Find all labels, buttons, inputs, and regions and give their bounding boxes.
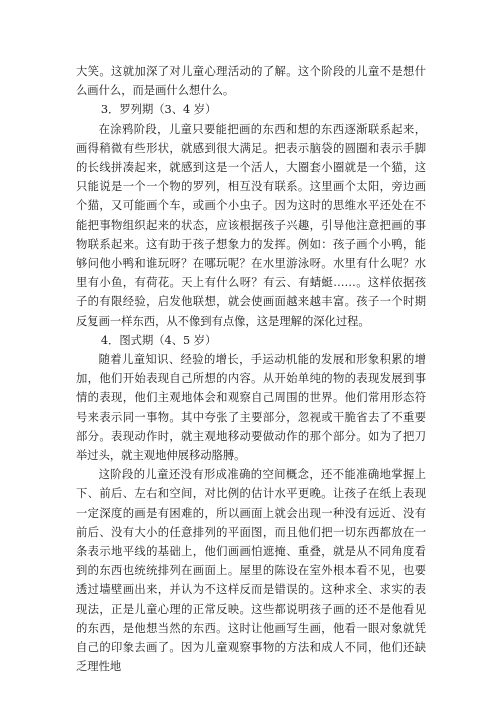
section-heading-listing-stage: 3．罗列期（3、4 岁）	[100, 103, 217, 117]
document-page	[76, 62, 426, 677]
section-heading-schema-stage: 4．图式期（4、5 岁）	[100, 333, 217, 347]
paragraph-schema-stage-1: 随着儿童知识、经验的增长，手运动机能的发展和形象积累的增加，他们开始表现自己所想的内容。从开始单纯的物的表现发展到事情的表现，他们主观地体会和观察自己周围的世界。他们常用形态符号来表示同一事物。其中夸张了主要部分，忽视或干脆省去了不重要部分。表现动作时，就主观地移动要做动作的那个部分。如为了把刀举过头，就主观地伸展移动胳膊。	[76, 353, 426, 463]
paragraph-schema-stage-2: 这阶段的儿童还没有形成准确的空间概念，还不能准确地掌握上下、前后、左右和空间，对比例的估计水平更晚。让孩子在纸上表现一定深度的画是有困难的，所以画面上就会出现一种没有远近、没有前后、没有大小的任意排列的平面图，而且他们把一切东西都放在一条表示地平线的基础上，他们画画怕遮掩、重叠，就是从不同角度看到的东西也统统排列在画面上。屋里的陈设在室外根本看不见，也要透过墙壁画出来，并认为不这样反而是错误的。这种求全、求实的表现法，正是儿童心理的正常反映。这些都说明孩子画的还不是他看见的东西，是他想当然的东西。这时让他画写生画，他看一眼对象就凭自己的印象去画了。因为儿童观察事物的方法和成人不同，他们还缺乏理性地	[76, 468, 426, 674]
paragraph-listing-stage: 在涂鸦阶段，儿童只要能把画的东西和想的东西逐渐联系起来，画得稍微有些形状，就感到很大满足。把表示脑袋的圆圈和表示手脚的长线拼凑起来，就感到这是一个活人，大圈套小圈就是一个猫，这只能说是一个一个物的罗列，相互没有联系。这里画个太阳，旁边画个猫，又可能画个车，或画个小虫子。因为这时的思维水平还处在不能把事物组织起来的状态，应该根据孩子兴趣，引导他注意把画的事物联系起来。这有助于孩子想象力的发挥。例如：孩子画个小鸭，能够问他小鸭和谁玩呀？在哪玩呢？在水里游泳呀。水里有什么呢？水里有小鱼，有荷花。天上有什么呀？有云、有蜻蜓……。这样依据孩子的有限经验，启发他联想，就会使画面越来越丰富。孩子一个时期反复画一样东西，从不像到有点像，这是理解的深化过程。	[76, 122, 426, 328]
paragraph-intro: 大笑。这就加深了对儿童心理活动的了解。这个阶段的儿童不是想什么画什么，而是画什么想什么。	[76, 65, 426, 98]
